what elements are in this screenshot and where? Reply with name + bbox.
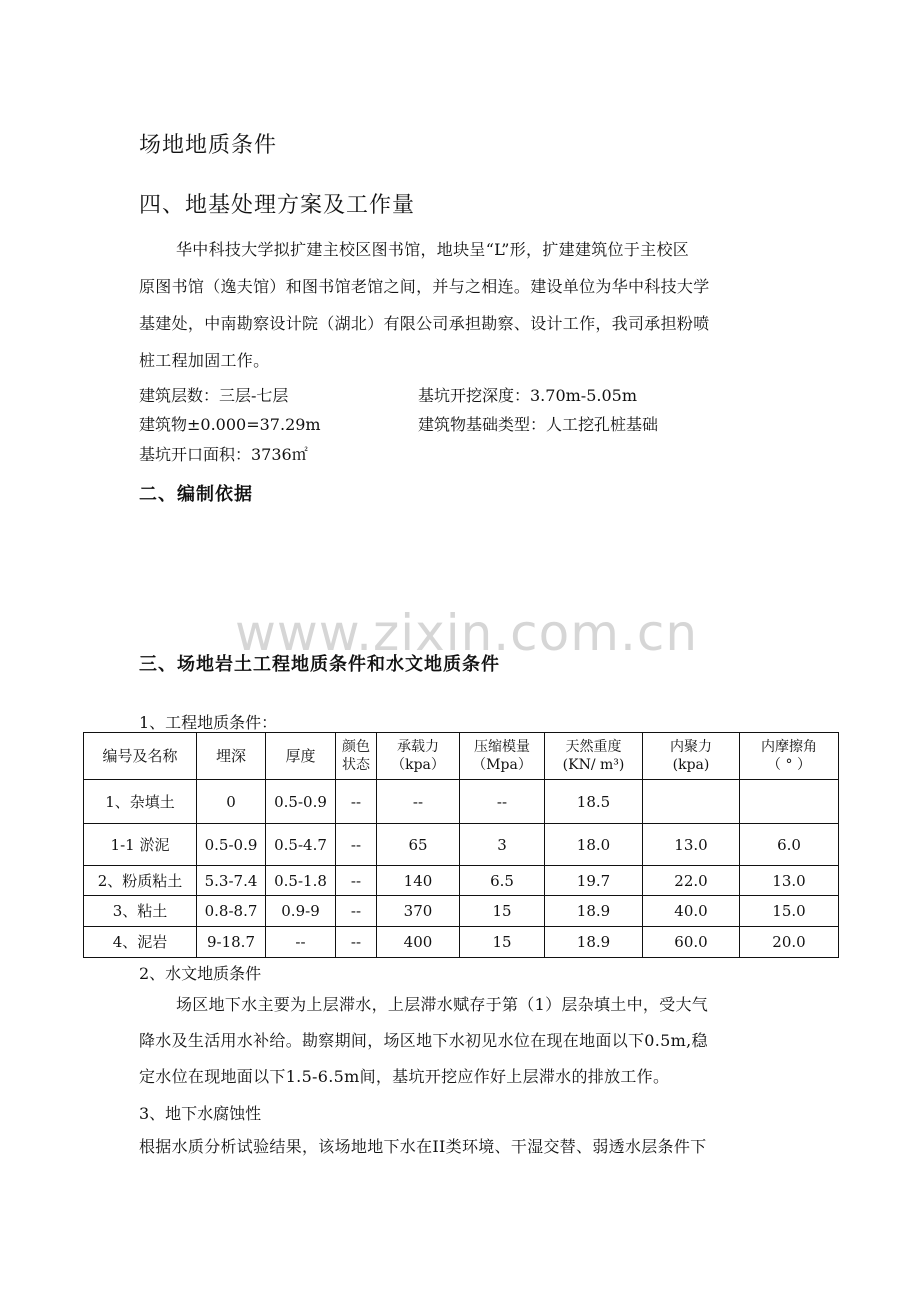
table-cell: 0.5-0.9 [197,824,266,866]
table-cell: 400 [377,927,460,958]
table-cell: 0.8-8.7 [197,896,266,927]
subheading-corrosion: 3、地下水腐蚀性 [139,1104,262,1123]
table-cell: 0.5-0.9 [266,780,336,824]
table-header-row [84,733,839,780]
table-cell: 0.5-1.8 [266,866,336,896]
intro-line-1: 华中科技大学拟扩建主校区图书馆，地块呈“L”形，扩建建筑位于主校区 [176,240,690,259]
section-heading-two: 二、编制依据 [139,484,253,505]
corrosion-line: 根据水质分析试验结果，该场地地下水在II类环境、干湿交替、弱透水层条件下 [139,1137,707,1156]
pit-area: 基坑开口面积：3736㎡ [139,445,308,464]
table-cell: 2、粉质粘土 [84,866,197,896]
table-cell: 140 [377,866,460,896]
table-header-cell: 编号及名称 [84,733,197,780]
subheading-engineering-geology: 1、工程地质条件： [139,713,278,732]
hydro-line-2: 降水及生活用水补给。勘察期间，场区地下水初见水位在现在地面以下0.5m,稳 [139,1031,708,1050]
table-cell: 40.0 [643,896,740,927]
table-cell: 20.0 [740,927,839,958]
section-heading-three: 三、场地岩土工程地质条件和水文地质条件 [139,654,500,675]
table-cell: 19.7 [545,866,643,896]
table-cell: 0.9-9 [266,896,336,927]
table-cell: 6.5 [460,866,545,896]
section-heading-four: 四、地基处理方案及工作量 [139,193,416,218]
table-row [84,896,839,927]
table-cell: 15.0 [740,896,839,927]
table-cell: 18.0 [545,824,643,866]
table-cell: 6.0 [740,824,839,866]
table-header-cell: 厚度 [266,733,336,780]
table-row [84,866,839,896]
table-cell: 370 [377,896,460,927]
table-cell: 60.0 [643,927,740,958]
table-cell: 15 [460,927,545,958]
table-cell: 15 [460,896,545,927]
watermark: www.zixin.com.cn [235,604,699,662]
intro-line-4: 桩工程加固工作。 [139,351,270,370]
geology-table [83,732,839,958]
table-cell: 0 [197,780,266,824]
table-cell: 3 [460,824,545,866]
table-row [84,824,839,866]
table-cell: 4、泥岩 [84,927,197,958]
table-cell: 22.0 [643,866,740,896]
table-cell: 1-1 淤泥 [84,824,197,866]
table-cell: 1、杂填土 [84,780,197,824]
table-cell: -- [336,927,377,958]
table-cell: -- [377,780,460,824]
table-header-cell: 内摩擦角 （ ° ） [740,733,839,780]
table-cell: 13.0 [740,866,839,896]
table-cell: 13.0 [643,824,740,866]
table-cell: 9-18.7 [197,927,266,958]
table-header-cell: 承载力 （kpa） [377,733,460,780]
subheading-hydrogeology: 2、水文地质条件 [139,964,262,983]
table-cell: -- [336,896,377,927]
table-cell [643,780,740,824]
hydro-line-1: 场区地下水主要为上层滞水，上层滞水赋存于第（1）层杂填土中，受大气 [176,995,709,1014]
table-cell: 18.9 [545,927,643,958]
hydro-line-3: 定水位在现地面以下1.5-6.5m间，基坑开挖应作好上层滞水的排放工作。 [139,1067,670,1086]
table-cell [740,780,839,824]
table-cell: -- [336,780,377,824]
table-header-cell: 压缩模量 （Mpa） [460,733,545,780]
table-cell: 65 [377,824,460,866]
table-header-cell: 内聚力 (kpa) [643,733,740,780]
table-header-cell: 颜色 状态 [336,733,377,780]
table-cell: -- [336,824,377,866]
intro-line-3: 基建处，中南勘察设计院（湖北）有限公司承担勘察、设计工作，我司承担粉喷 [139,314,710,333]
table-cell: -- [336,866,377,896]
table-header-cell: 天然重度 (KN/ m³) [545,733,643,780]
building-floors: 建筑层数：三层-七层 [139,386,289,405]
table-row [84,927,839,958]
table-row [84,780,839,824]
table-cell: 5.3-7.4 [197,866,266,896]
table-cell: 0.5-4.7 [266,824,336,866]
building-elevation: 建筑物±0.000=37.29m [139,415,321,434]
table-cell: 18.5 [545,780,643,824]
table-header-cell: 埋深 [197,733,266,780]
pit-depth: 基坑开挖深度：3.70m-5.05m [418,386,638,405]
section-heading-site: 场地地质条件 [139,133,278,158]
table-cell: 3、粘土 [84,896,197,927]
foundation-type: 建筑物基础类型：人工挖孔桩基础 [418,415,659,434]
table-cell: -- [266,927,336,958]
table-cell: -- [460,780,545,824]
intro-line-2: 原图书馆（逸夫馆）和图书馆老馆之间，并与之相连。建设单位为华中科技大学 [139,277,710,296]
table-cell: 18.9 [545,896,643,927]
